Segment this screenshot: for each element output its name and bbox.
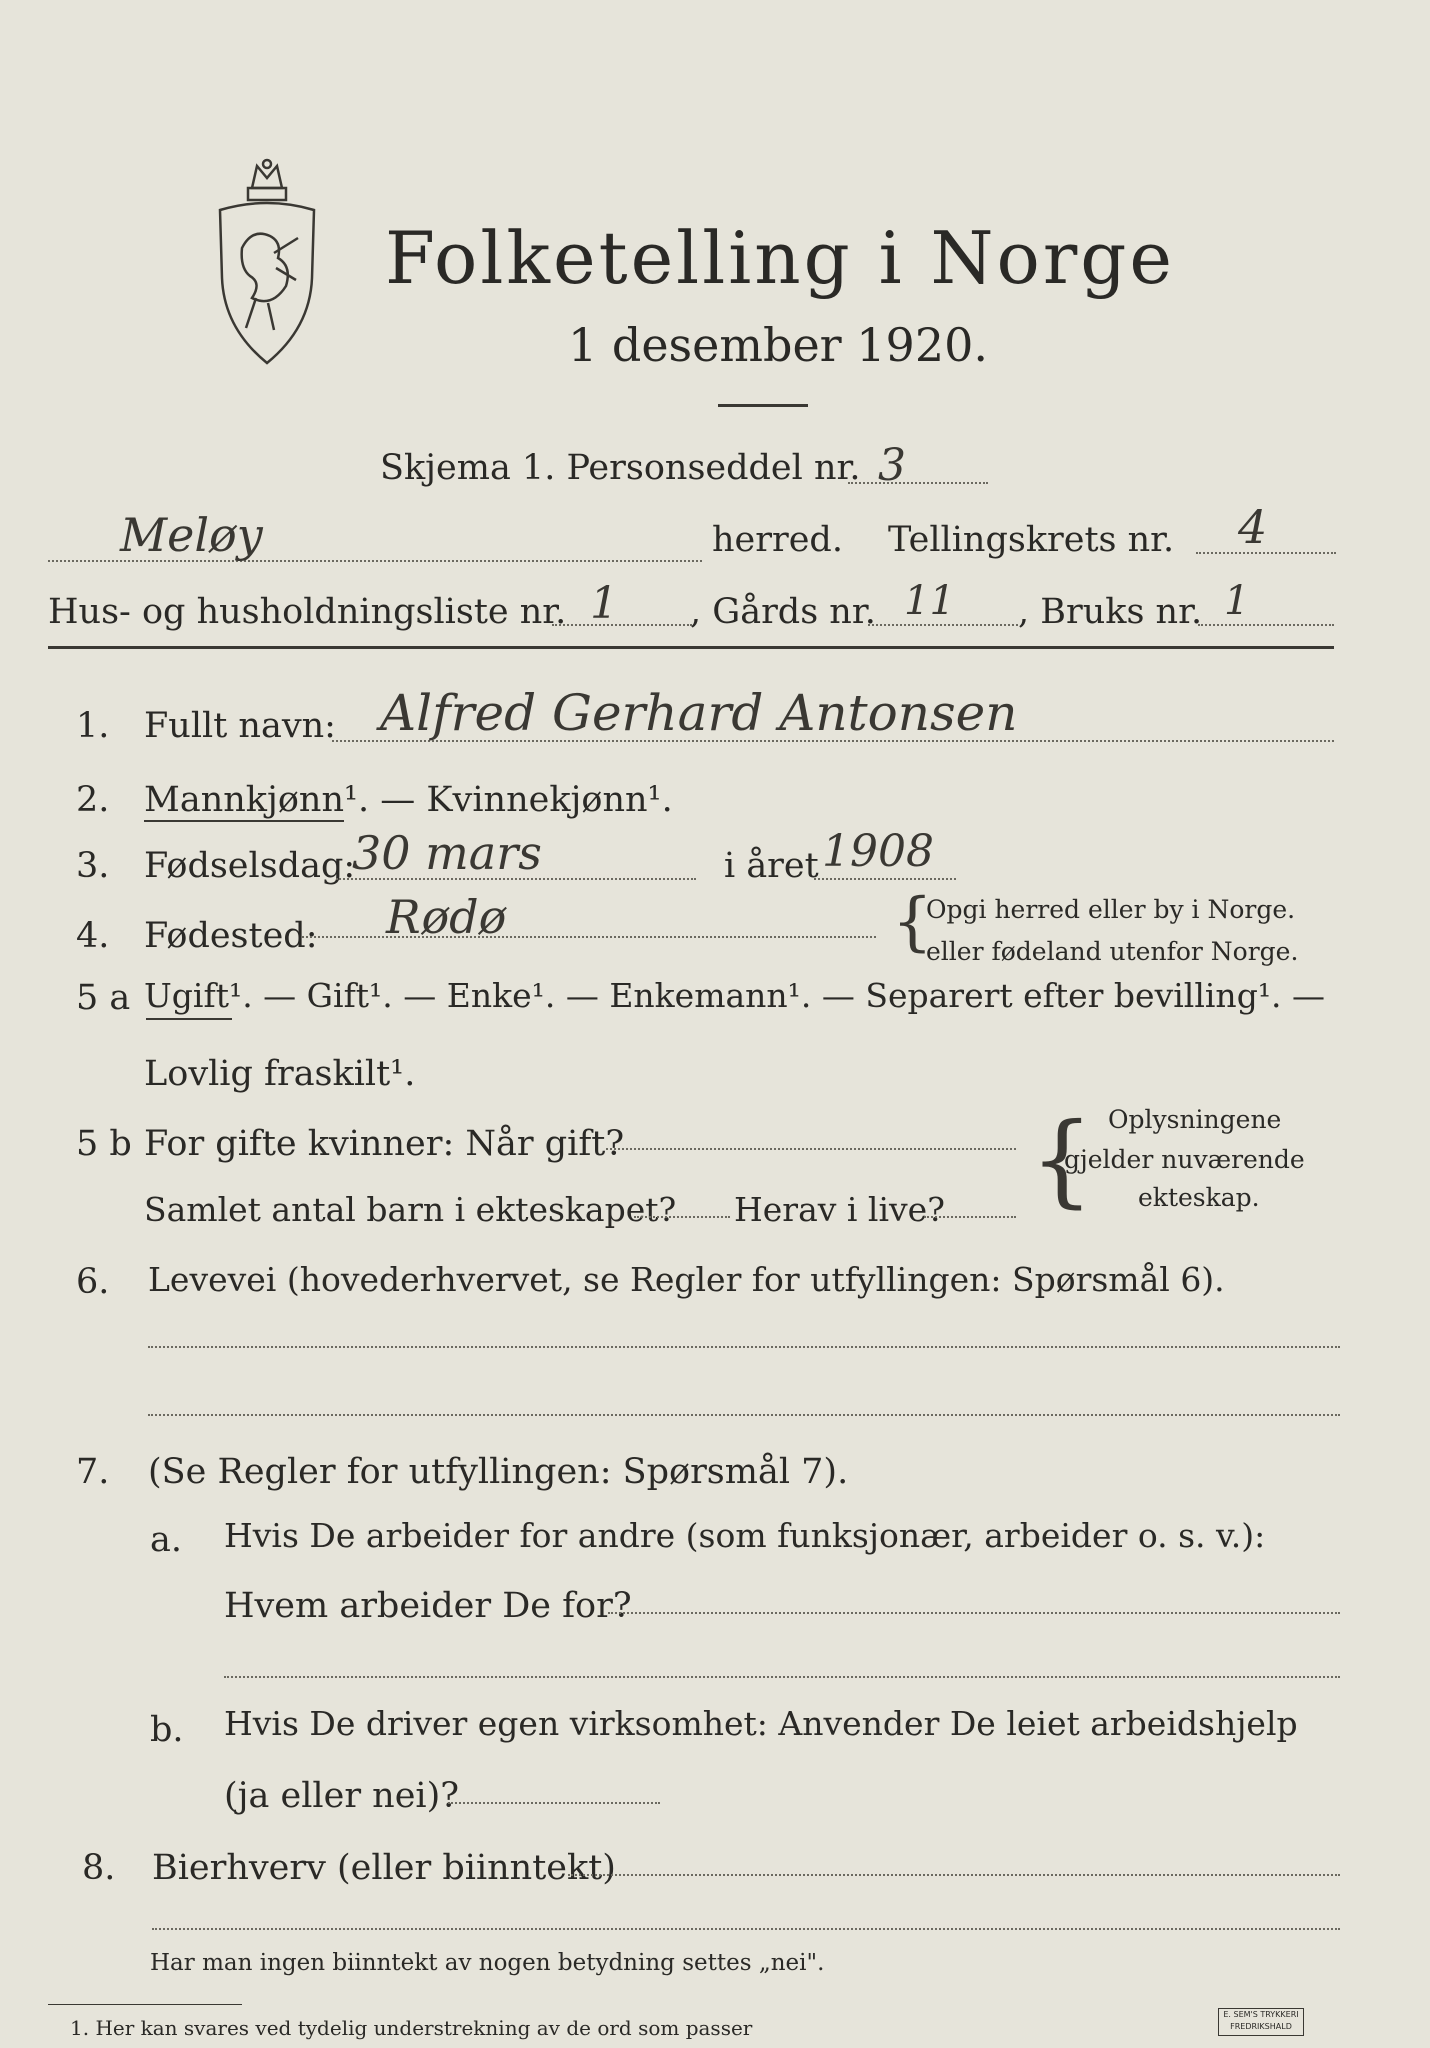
birth-year-value: 1908 xyxy=(822,826,934,877)
q6-answer-line-2 xyxy=(148,1414,1340,1416)
q6-answer-line-1 xyxy=(148,1346,1340,1348)
bruks-number: 1 xyxy=(1224,578,1250,624)
q4-number: 4. xyxy=(76,916,110,956)
q7-label: (Se Regler for utfyllingen: Spørsmål 7). xyxy=(148,1452,849,1492)
q4-note-line1: Opgi herred eller by i Norge. xyxy=(926,895,1296,924)
birthdate-value: 30 mars xyxy=(352,826,542,880)
q7b-line2: (ja eller nei)? xyxy=(224,1776,460,1816)
gards-label: , Gårds nr. xyxy=(690,592,876,632)
q3-year-label: i året xyxy=(724,846,819,886)
personseddel-number: 3 xyxy=(878,440,906,491)
q5b-note3: ekteskap. xyxy=(1138,1183,1260,1212)
gards-number: 11 xyxy=(904,578,955,624)
q8-number: 8. xyxy=(82,1848,116,1888)
q7a-mark: a. xyxy=(150,1520,182,1560)
herred-label: herred. xyxy=(712,520,843,560)
birthplace-value: Rødø xyxy=(386,890,507,944)
q3-number: 3. xyxy=(76,846,110,886)
mannkjonn-underline xyxy=(144,820,344,822)
q3-label: Fødselsdag: xyxy=(144,846,356,886)
q5b-note1: Oplysningene xyxy=(1108,1105,1282,1134)
hus-dotted-line xyxy=(552,624,692,626)
q1-label: Fullt navn: xyxy=(144,706,336,746)
norway-coat-of-arms-icon xyxy=(212,158,322,368)
full-name-value: Alfred Gerhard Antonsen xyxy=(380,684,1018,742)
title-divider xyxy=(718,404,808,407)
q5a-marital-options: Ugift¹. — Gift¹. — Enke¹. — Enkemann¹. — Separert efter bevilling¹. — xyxy=(144,976,1326,1015)
footnote-text: 1. Her kan svares ved tydelig understrekning av de ord som passer xyxy=(70,2016,753,2040)
q2-number: 2. xyxy=(76,780,110,820)
q5b-children-dotted-line xyxy=(634,1216,730,1218)
q5b-note-brace: { xyxy=(1030,1101,1094,1218)
q3-year-dotted-line xyxy=(814,878,956,880)
q7b-dotted-line xyxy=(448,1802,660,1804)
q7-number: 7. xyxy=(76,1452,110,1492)
q5a-line2: Lovlig fraskilt¹. xyxy=(144,1054,416,1094)
q5b-line2a: Samlet antal barn i ekteskapet? xyxy=(144,1190,677,1229)
printer-line2: FREDRIKSHALD xyxy=(1230,2022,1292,2031)
q7a-line1: Hvis De arbeider for andre (som funksjonær, arbeider o. s. v.): xyxy=(224,1516,1266,1555)
q5b-line2b: Herav i live? xyxy=(734,1190,945,1229)
footnote-rule xyxy=(48,2004,242,2005)
q5b-line1: For gifte kvinner: Når gift? xyxy=(144,1124,625,1164)
q2-gender-options: Mannkjønn¹. — Kvinnekjønn¹. xyxy=(144,780,673,820)
q1-number: 1. xyxy=(76,706,110,746)
q7a-dotted-line xyxy=(608,1612,1340,1614)
q5b-number: 5 b xyxy=(76,1124,132,1164)
printer-line1: E. SEM'S TRYKKERI xyxy=(1223,2010,1299,2019)
q4-label: Fødested: xyxy=(144,916,318,956)
q5b-when-dotted-line xyxy=(606,1148,1016,1150)
husholdningsliste-number: 1 xyxy=(590,578,618,629)
q8-dotted-line xyxy=(568,1874,1340,1876)
q7b-line1: Hvis De driver egen virksomhet: Anvender De leiet arbeidshjelp xyxy=(224,1704,1298,1743)
form-title: Folketelling i Norge xyxy=(385,216,1175,300)
header-rule xyxy=(48,646,1334,649)
skjema-label: Skjema 1. Personseddel nr. xyxy=(380,448,861,488)
q8-answer-line-2 xyxy=(152,1928,1340,1930)
q8-label: Bierhverv (eller biinntekt) xyxy=(152,1848,616,1888)
tellingskrets-number: 4 xyxy=(1238,500,1268,554)
q5b-alive-dotted-line xyxy=(924,1216,1016,1218)
q5b-note2: gjelder nuværende xyxy=(1064,1145,1305,1174)
bruks-dotted-line xyxy=(1198,624,1334,626)
husholdningsliste-label: Hus- og husholdningsliste nr. xyxy=(48,592,567,632)
herred-value: Meløy xyxy=(120,508,263,562)
skjema-dotted-line xyxy=(848,482,988,484)
q7a-line2: Hvem arbeider De for? xyxy=(224,1586,632,1626)
q4-note-line2: eller fødeland utenfor Norge. xyxy=(926,937,1299,966)
biinntekt-note: Har man ingen biinntekt av nogen betydning settes „nei". xyxy=(150,1950,825,1976)
q7a-answer-line-2 xyxy=(224,1676,1340,1678)
ugift-underline xyxy=(146,1018,232,1020)
q6-number: 6. xyxy=(76,1262,110,1302)
q7b-mark: b. xyxy=(150,1710,184,1750)
bruks-label: , Bruks nr. xyxy=(1018,592,1203,632)
q5a-number: 5 a xyxy=(76,978,131,1018)
tellingskrets-label: Tellingskrets nr. xyxy=(888,520,1175,560)
q4-note-brace: { xyxy=(892,885,933,959)
q6-label: Levevei (hovederhvervet, se Regler for utfyllingen: Spørsmål 6). xyxy=(148,1260,1225,1299)
printer-stamp xyxy=(1218,2008,1304,2036)
gards-dotted-line xyxy=(868,624,1018,626)
form-date: 1 desember 1920. xyxy=(568,318,988,372)
